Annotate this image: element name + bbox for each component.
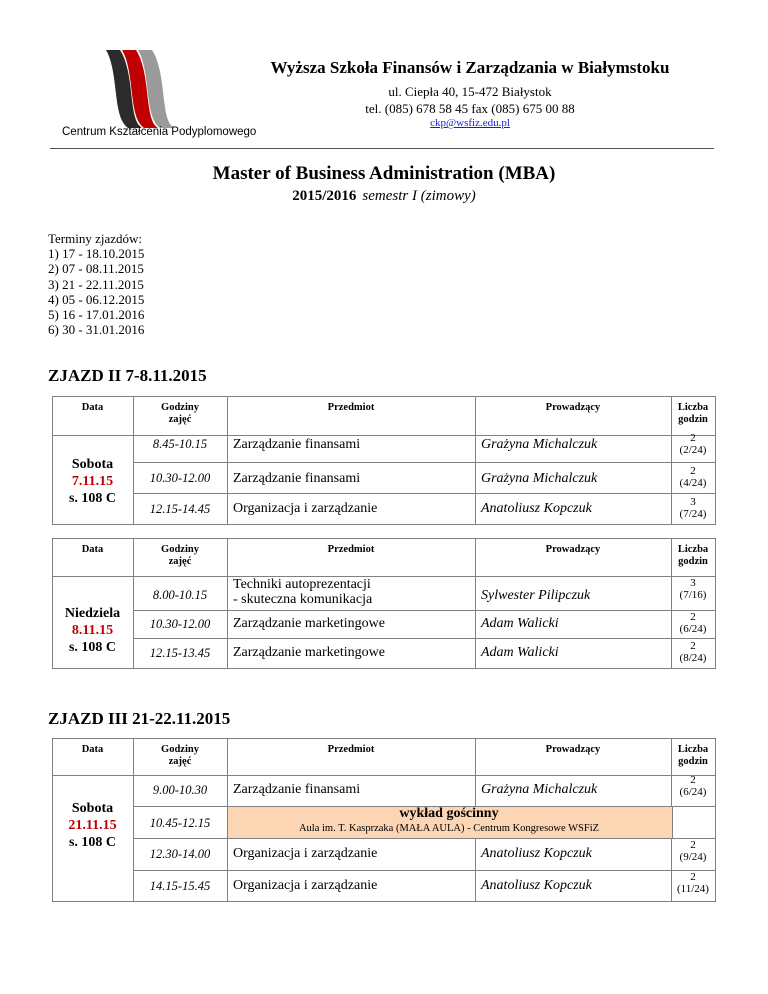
col-header-hours: Liczba godzin	[677, 544, 709, 567]
header-divider	[50, 148, 714, 149]
col-header-time: Godziny zajęć	[161, 544, 199, 567]
page-subtitle	[0, 188, 768, 205]
day-cell: Niedziela 8.11.15 s. 108 C	[64, 606, 121, 655]
day-cell: Sobota 7.11.15 s. 108 C	[68, 457, 117, 506]
term-item: 1) 17 - 18.10.2015	[48, 246, 145, 262]
zjazd2-heading: ZJAZD II 7-8.11.2015	[48, 366, 207, 385]
guest-lecture-location: Aula im. T. Kasprzaka (MAŁA AULA) - Centrum Kongresowe WSFiZ	[298, 823, 600, 834]
guest-lecture-title: wykład gościnny	[399, 806, 499, 821]
semester: semestr I (zimowy)	[362, 188, 476, 204]
col-header-time: Godziny zajęć	[161, 402, 199, 425]
school-email-link[interactable]: ckp@wsfiz.edu.pl	[430, 117, 510, 129]
term-item: 4) 05 - 06.12.2015	[48, 291, 145, 307]
page-title: Master of Business Administration (MBA)	[212, 163, 556, 184]
col-header-date: Data	[81, 402, 104, 413]
term-item: 2) 07 - 08.11.2015	[48, 261, 144, 277]
col-header-teacher: Prowadzący	[545, 544, 601, 555]
term-item: 6) 30 - 31.01.2016	[48, 322, 145, 338]
col-header-subject: Przedmiot	[327, 744, 375, 755]
term-item: 5) 16 - 17.01.2016	[48, 307, 145, 323]
term-item: 3) 21 - 22.11.2015	[48, 276, 144, 292]
centre-name: Centrum Kształcenia Podyplomowego	[62, 126, 257, 138]
col-header-time: Godziny zajęć	[161, 744, 199, 767]
col-header-subject: Przedmiot	[327, 402, 375, 413]
col-header-teacher: Prowadzący	[545, 402, 601, 413]
col-header-hours: Liczba godzin	[677, 744, 709, 767]
day-cell: Sobota 21.11.15 s. 108 C	[68, 801, 117, 850]
col-header-subject: Przedmiot	[327, 544, 375, 555]
zjazd3-heading: ZJAZD III 21-22.11.2015	[48, 709, 231, 728]
col-header-date: Data	[81, 544, 104, 555]
school-address: ul. Ciepła 40, 15-472 Białystok	[388, 84, 552, 99]
school-logo-icon	[100, 48, 180, 130]
academic-year: 2015/2016	[292, 188, 357, 204]
school-name: Wyższa Szkoła Finansów i Zarządzania w Białymstoku	[270, 58, 670, 77]
col-header-teacher: Prowadzący	[545, 744, 601, 755]
school-phone: tel. (085) 678 58 45 fax (085) 675 00 88	[365, 101, 575, 116]
col-header-hours: Liczba godzin	[677, 402, 709, 425]
terms-list	[48, 231, 144, 337]
col-header-date: Data	[81, 744, 104, 755]
terms-heading: Terminy zjazdów:	[48, 231, 143, 246]
